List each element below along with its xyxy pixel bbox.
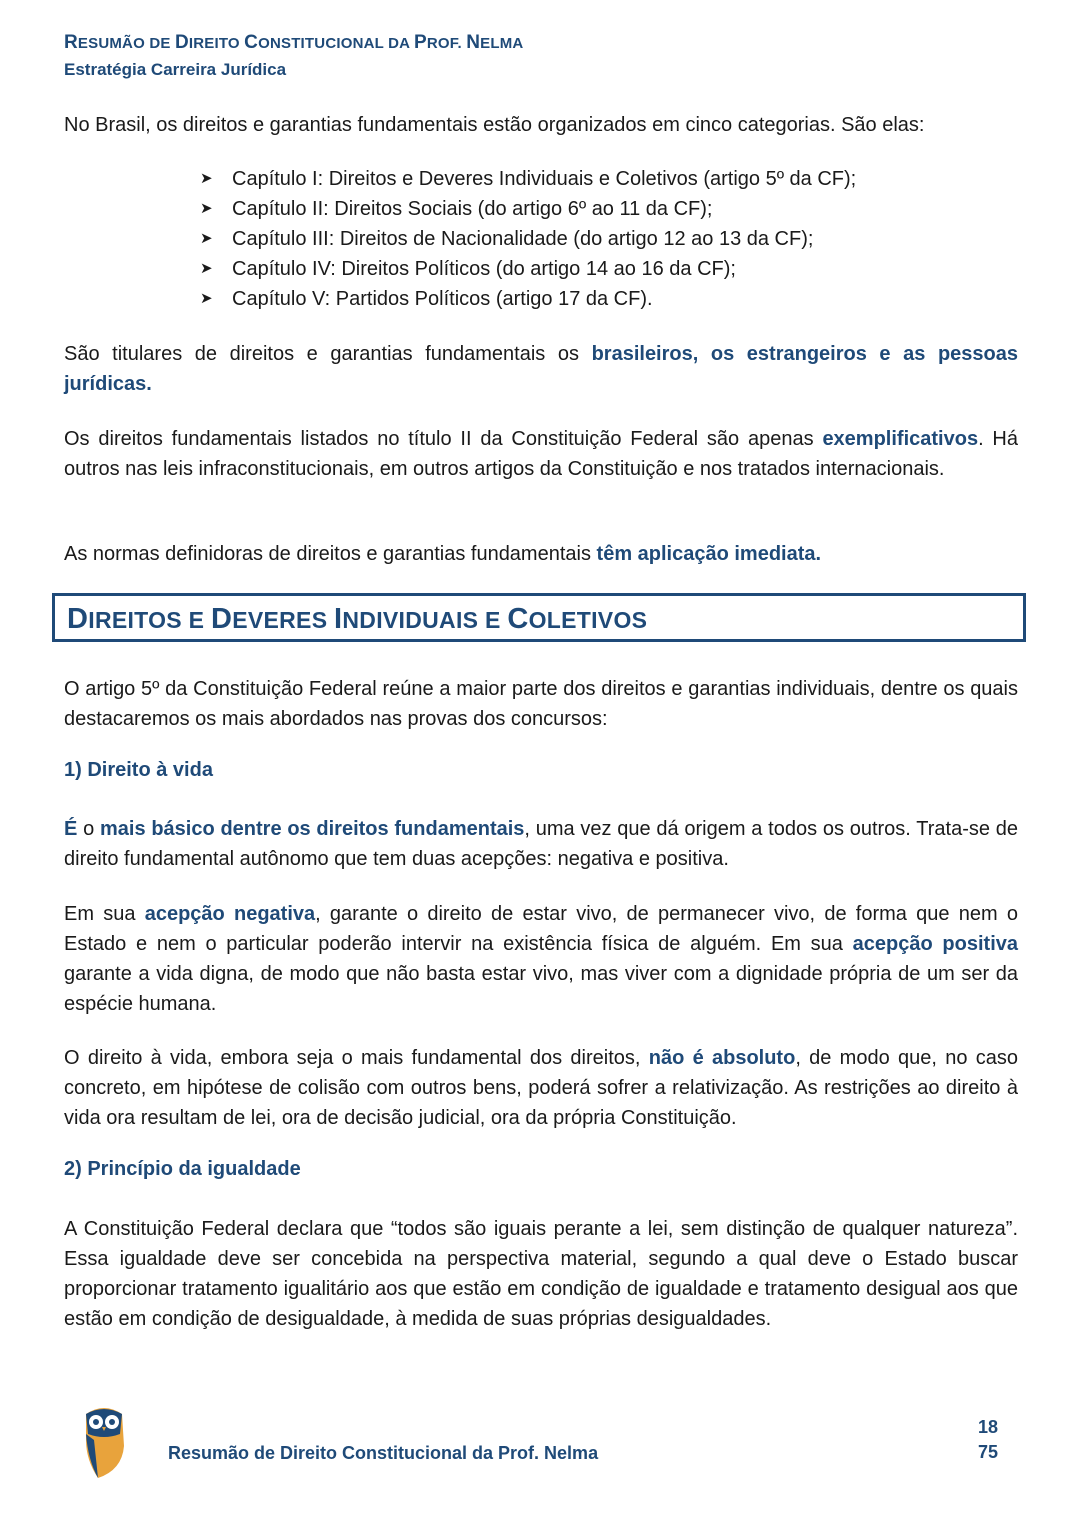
igualdade-paragraph: A Constituição Federal declara que “todos são iguais perante a lei, sem distinção de qualquer natureza”. Essa igualdade deve ser concebida na perspectiva material, segundo a qual deve o Estado buscar proporcionar tratamento igualitário aos que estão em condição de igualdade e tratamento desigual aos que estão em condição de desigualdade, à medida de suas próprias desigualdades. [64, 1218, 1018, 1330]
titulares-paragraph [64, 339, 1018, 399]
section-title-part: NDIVIDUAIS E [342, 607, 508, 633]
page-number: 18 [977, 1417, 998, 1437]
header-title-part: ELMA [480, 35, 524, 52]
header-title-part: ONSTITUCIONAL DA [258, 35, 414, 52]
paragraph-text: O direito à vida, embora seja o mais fundamental dos direitos, [64, 1047, 649, 1069]
highlight-text: acepção positiva [852, 933, 1018, 955]
paragraph-text: o [77, 818, 100, 840]
list-item-text: Capítulo III: Direitos de Nacionalidade (do artigo 12 ao 13 da CF); [232, 228, 814, 250]
header-title-part: P [414, 32, 427, 53]
vida-paragraph-2 [64, 899, 1018, 1019]
paragraph-text: , de modo que, no caso concreto, em hipótese de colisão com outros bens, poderá sofrer a relativização. As restrições ao direito à vida ora resultam de lei, ora de decisão judicial, ora da própria Constituição. [64, 1047, 1018, 1129]
header-title-part: D [174, 32, 189, 53]
paragraph-text: As normas definidoras de direitos e garantias fundamentais [64, 543, 597, 565]
header-title-part: IREITO [188, 35, 245, 52]
header-title-part: R [64, 32, 78, 53]
footer-title: Resumão de Direito Constitucional da Prof. Nelma [168, 1443, 599, 1463]
list-item [200, 254, 1000, 284]
artigo5-paragraph: O artigo 5º da Constituição Federal reúne a maior parte dos direitos e garantias individuais, dentre os quais destacaremos os mais abordados nas provas dos concursos: [64, 678, 1018, 730]
paragraph-text: , garante o direito de estar vivo, de permanecer vivo, de forma que nem o Estado e nem o particular poderão intervir na existência física de alguém. Em sua [64, 903, 1018, 955]
list-item [200, 164, 1000, 194]
arrow-bullet-icon: ➤ [200, 290, 213, 307]
highlight-text: brasileiros, os estrangeiros e as pessoas jurídicas. [64, 343, 1019, 395]
section-title-part: I [334, 603, 343, 635]
page-total: 75 [977, 1442, 998, 1462]
highlight-text: É [64, 818, 78, 840]
list-item [200, 194, 1000, 224]
section-title-part: C [507, 603, 529, 635]
section-title-part: EVERES [232, 607, 335, 633]
subheading-direito-vida: 1) Direito à vida [64, 759, 213, 781]
header-title-part: ESUMÃO DE [77, 35, 175, 52]
arrow-bullet-icon: ➤ [200, 260, 213, 277]
section-title [67, 603, 647, 636]
section-title-part: D [210, 603, 233, 635]
list-item-text: Capítulo II: Direitos Sociais (do artigo 6º ao 11 da CF); [232, 198, 713, 220]
list-item [200, 284, 1000, 314]
paragraph-text: São titulares de direitos e garantias fundamentais os [64, 343, 592, 365]
highlight-text: têm aplicação imediata. [596, 543, 822, 565]
intro-paragraph: No Brasil, os direitos e garantias fundamentais estão organizados em cinco categorias. São elas: [64, 114, 925, 136]
paragraph-text: garante a vida digna, de modo que não basta estar vivo, mas viver com a dignidade própria de um ser da espécie humana. [64, 963, 1018, 1015]
exemplificativos-paragraph [64, 424, 1018, 484]
list-item-text: Capítulo IV: Direitos Políticos (do artigo 14 ao 16 da CF); [232, 258, 736, 280]
subheading-igualdade: 2) Princípio da igualdade [64, 1158, 301, 1180]
header-title [64, 32, 523, 54]
arrow-bullet-icon: ➤ [200, 170, 213, 187]
highlight-text: exemplificativos [822, 428, 979, 450]
vida-paragraph-3 [64, 1043, 1018, 1133]
arrow-bullet-icon: ➤ [200, 230, 213, 247]
paragraph-text: . Há outros nas leis infraconstitucionais, em outros artigos da Constituição e nos tratados internacionais. [64, 428, 1019, 480]
header-title-part: ROF. [426, 35, 467, 52]
section-title-part: OLETIVOS [528, 607, 648, 633]
list-item [200, 224, 1000, 254]
owl-logo-icon [80, 1400, 128, 1480]
section-title-part: D [67, 603, 89, 635]
vida-paragraph-1 [64, 814, 1018, 874]
arrow-bullet-icon: ➤ [200, 200, 213, 217]
header-title-part: N [466, 32, 481, 53]
section-title-part: IREITOS E [88, 607, 211, 633]
paragraph-text: , uma vez que dá origem a todos os outros. Trata-se de direito fundamental autônomo que tem duas acepções: negativa e positiva. [64, 818, 1018, 870]
highlight-text: não é absoluto [648, 1047, 796, 1069]
paragraph-text: Em sua [64, 903, 145, 925]
chapter-list [200, 164, 1000, 314]
list-item-text: Capítulo V: Partidos Políticos (artigo 17 da CF). [232, 288, 653, 310]
header-title-part: C [244, 32, 259, 53]
normas-paragraph [64, 539, 1018, 569]
paragraph-text: Os direitos fundamentais listados no título II da Constituição Federal são apenas [64, 428, 823, 450]
section-heading-box [52, 593, 1026, 642]
highlight-text: mais básico dentre os direitos fundamentais [99, 818, 525, 840]
highlight-text: acepção negativa [144, 903, 316, 925]
list-item-text: Capítulo I: Direitos e Deveres Individuais e Coletivos (artigo 5º da CF); [232, 168, 857, 190]
header-subtitle: Estratégia Carreira Jurídica [64, 60, 287, 79]
